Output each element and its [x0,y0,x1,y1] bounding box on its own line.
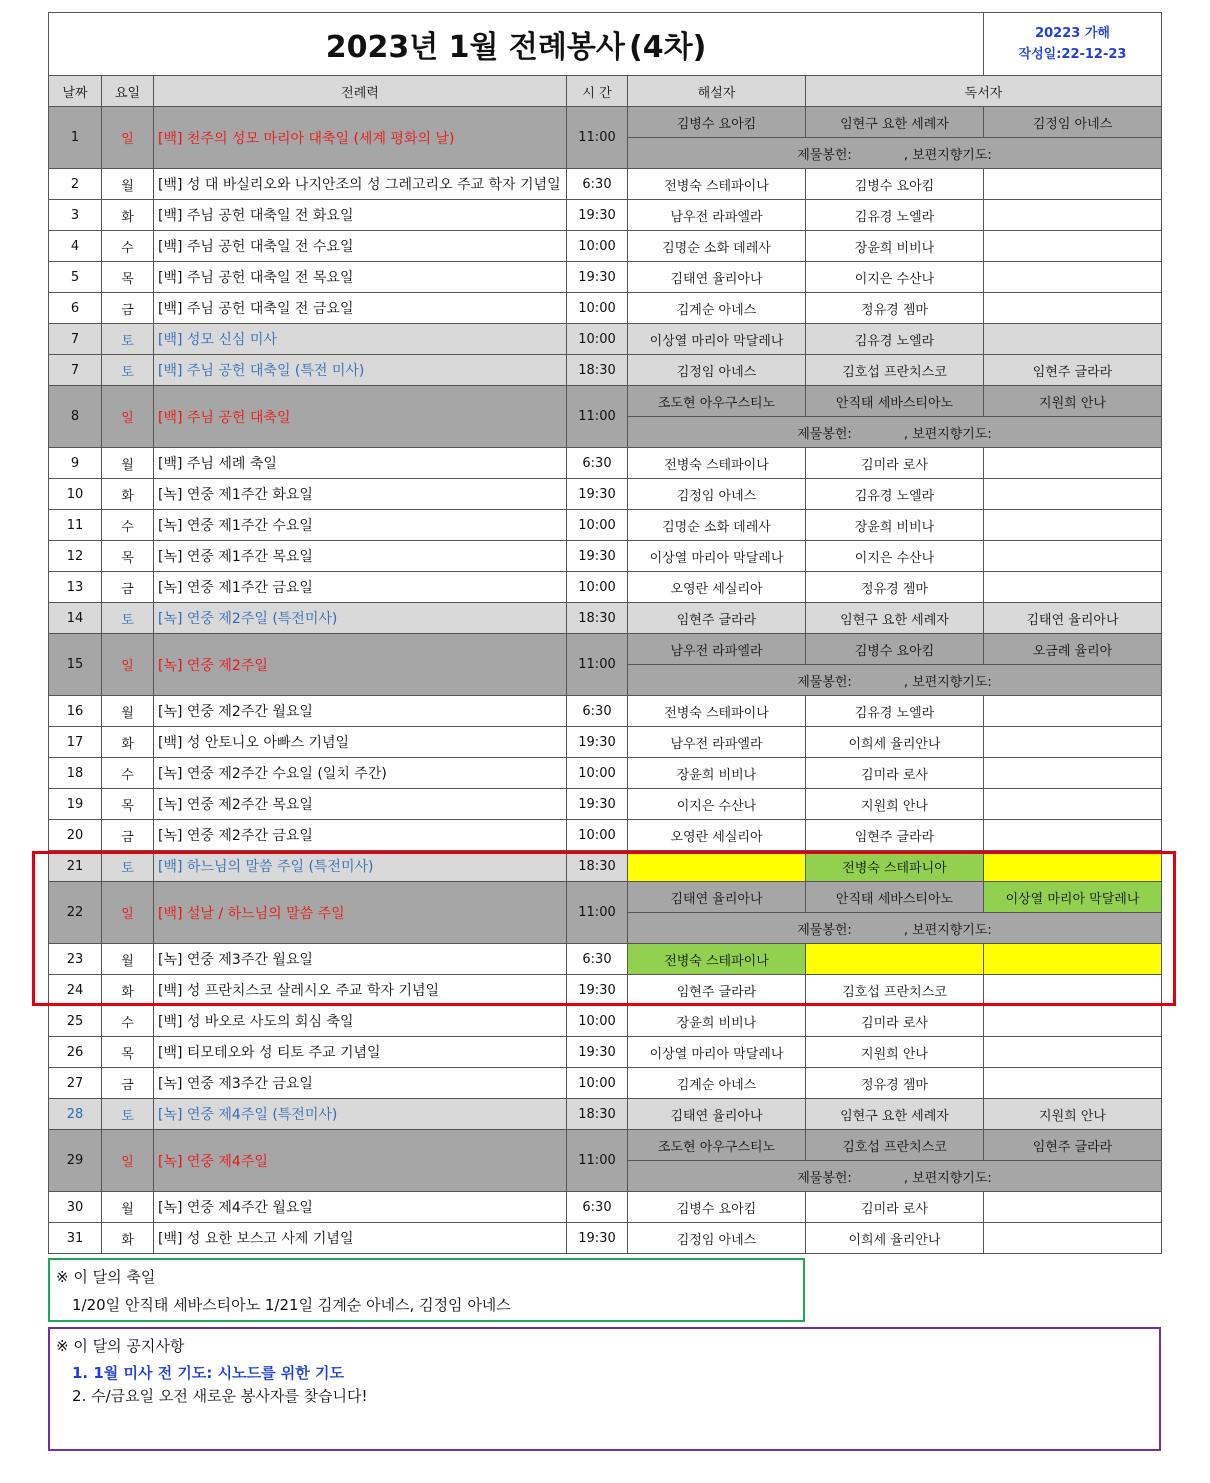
commentator-cell: 전병숙 스테파이나 [628,169,806,200]
liturgy-cell: [녹] 연중 제1주간 금요일 [154,572,567,603]
table-row [49,169,1162,200]
table-row [49,510,1162,541]
commentator-cell: 김태연 율리아나 [628,262,806,293]
feast-title: ※ 이 달의 축일 [56,1268,156,1286]
liturgy-cell: [녹] 연중 제1주간 화요일 [154,479,567,510]
table-row [49,1130,1162,1161]
weekday-cell: 화 [102,727,154,758]
commentator-cell: 남우전 라파엘라 [628,200,806,231]
commentator-cell: 전병숙 스테파이나 [628,696,806,727]
weekday-cell: 일 [102,386,154,448]
title-row [49,13,1162,76]
reader-cell [984,479,1162,510]
commentator-cell: 남우전 라파엘라 [628,634,806,665]
prayer-label: , 보편지향기도: [903,426,992,442]
date-cell: 4 [49,231,102,262]
offering-cell [628,665,1162,696]
liturgy-cell: [녹] 연중 제2주일 [154,634,567,696]
reader-cell [984,758,1162,789]
time-cell: 10:00 [567,510,628,541]
reader-cell [984,200,1162,231]
notice-line-1: 1. 1월 미사 전 기도: 시노드를 위한 기도 [72,1364,344,1382]
time-cell: 19:30 [567,479,628,510]
year-cycle: 20223 가해 [1035,26,1110,41]
reader-cell: 장윤희 비비나 [806,510,984,541]
time-cell: 6:30 [567,448,628,479]
reader-cell: 이희세 율리안나 [806,727,984,758]
time-cell: 10:00 [567,572,628,603]
time-cell: 10:00 [567,820,628,851]
time-cell: 18:30 [567,603,628,634]
date-cell: 15 [49,634,102,696]
reader-cell [984,541,1162,572]
commentator-cell: 김정임 아네스 [628,355,806,386]
created-date: 작성일:22-12-23 [1018,47,1127,62]
offering-label: 제물봉헌: [797,1170,852,1186]
liturgy-cell: [백] 주님 공헌 대축일 [154,386,567,448]
reader-cell: 임현구 요한 세례자 [806,603,984,634]
reader-cell [984,1068,1162,1099]
time-cell: 10:00 [567,1068,628,1099]
table-row [49,603,1162,634]
commentator-cell: 김명순 소화 데레사 [628,231,806,262]
commentator-cell: 김정임 아네스 [628,479,806,510]
reader-cell: 임현구 요한 세례자 [806,1099,984,1130]
commentator-cell: 이지은 수산나 [628,789,806,820]
col-time: 시 간 [567,76,628,107]
table-row [49,758,1162,789]
reader-cell: 이지은 수산나 [806,262,984,293]
date-cell: 6 [49,293,102,324]
date-cell: 13 [49,572,102,603]
commentator-cell: 장윤희 비비나 [628,758,806,789]
liturgy-cell: [백] 하느님의 말씀 주일 (특전미사) [154,851,567,882]
notice-line-2: 2. 수/금요일 오전 새로운 봉사자를 찾습니다! [72,1387,368,1405]
date-cell: 19 [49,789,102,820]
weekday-cell: 수 [102,758,154,789]
date-cell: 25 [49,1006,102,1037]
weekday-cell: 월 [102,169,154,200]
liturgy-cell: [녹] 연중 제4주일 [154,1130,567,1192]
liturgy-cell: [백] 성 요한 보스고 사제 기념일 [154,1223,567,1254]
table-row [49,448,1162,479]
reader-cell: 지원희 안나 [806,789,984,820]
commentator-cell: 김명순 소화 데레사 [628,510,806,541]
reader-cell: 정유경 젬마 [806,572,984,603]
commentator-cell: 김병수 요아킴 [628,1192,806,1223]
liturgy-cell: [녹] 연중 제2주간 수요일 (일치 주간) [154,758,567,789]
weekday-cell: 금 [102,572,154,603]
time-cell: 19:30 [567,262,628,293]
time-cell: 10:00 [567,324,628,355]
commentator-cell: 이상열 마리아 막달레나 [628,1037,806,1068]
offering-cell [628,417,1162,448]
date-cell: 18 [49,758,102,789]
commentator-cell: 이상열 마리아 막달레나 [628,541,806,572]
notice-title: ※ 이 달의 공지사항 [56,1337,185,1355]
reader-cell [984,820,1162,851]
reader-cell [984,169,1162,200]
offering-label: 제물봉헌: [797,147,852,163]
commentator-cell: 김계순 아네스 [628,293,806,324]
meta-cell [984,13,1162,76]
reader-cell: 김미라 로사 [806,758,984,789]
table-row [49,1223,1162,1254]
reader-cell [984,1223,1162,1254]
col-date: 날짜 [49,76,102,107]
time-cell: 10:00 [567,231,628,262]
commentator-cell: 전병숙 스테파이나 [628,448,806,479]
reader-cell: 정유경 젬마 [806,1068,984,1099]
reader-cell: 장윤희 비비나 [806,231,984,262]
prayer-label: , 보편지향기도: [903,147,992,163]
time-cell: 19:30 [567,541,628,572]
time-cell: 10:00 [567,758,628,789]
reader-cell [984,1006,1162,1037]
liturgy-cell: [녹] 연중 제4주일 (특전미사) [154,1099,567,1130]
title-suffix: (4차) [629,30,707,65]
weekday-cell: 월 [102,1192,154,1223]
time-cell: 11:00 [567,107,628,169]
reader-cell: 임현주 글라라 [806,820,984,851]
date-cell: 12 [49,541,102,572]
commentator-cell: 전병숙 스테파이나 [628,944,806,975]
offering-cell [628,138,1162,169]
offering-label: 제물봉헌: [797,674,852,690]
liturgy-cell: [녹] 연중 제4주간 월요일 [154,1192,567,1223]
reader-cell: 지원희 안나 [984,386,1162,417]
liturgy-cell: [백] 주님 공헌 대축일 전 화요일 [154,200,567,231]
reader-cell [984,727,1162,758]
reader-cell: 김유경 노엘라 [806,479,984,510]
date-cell: 11 [49,510,102,541]
weekday-cell: 월 [102,696,154,727]
date-cell: 24 [49,975,102,1006]
time-cell: 10:00 [567,1006,628,1037]
liturgy-cell: [녹] 연중 제2주간 금요일 [154,820,567,851]
table-row [49,727,1162,758]
commentator-cell: 남우전 라파엘라 [628,727,806,758]
feast-box [48,1258,805,1322]
offering-label: 제물봉헌: [797,426,852,442]
table-row [49,541,1162,572]
date-cell: 23 [49,944,102,975]
reader-cell: 안직태 세바스티아노 [806,386,984,417]
reader-cell: 김병수 요아킴 [806,169,984,200]
schedule-body [49,13,1162,1254]
time-cell: 11:00 [567,1130,628,1192]
table-row [49,1006,1162,1037]
weekday-cell: 금 [102,293,154,324]
feast-line: 1/20일 안직태 세바스티아노 1/21일 김계순 아네스, 김정임 아네스 [72,1296,511,1314]
date-cell: 7 [49,324,102,355]
liturgy-cell: [백] 설날 / 하느님의 말씀 주일 [154,882,567,944]
liturgy-cell: [백] 천주의 성모 마리아 대축일 (세계 평화의 날) [154,107,567,169]
weekday-cell: 일 [102,107,154,169]
liturgy-cell: [백] 주님 공헌 대축일 전 금요일 [154,293,567,324]
reader-cell [984,696,1162,727]
commentator-cell: 조도현 아우구스티노 [628,1130,806,1161]
time-cell: 11:00 [567,634,628,696]
reader-cell: 김유경 노엘라 [806,324,984,355]
liturgy-cell: [백] 성 바오로 사도의 회심 축일 [154,1006,567,1037]
commentator-cell: 김정임 아네스 [628,1223,806,1254]
date-cell: 1 [49,107,102,169]
col-liturgy: 전례력 [154,76,567,107]
table-row [49,1068,1162,1099]
liturgy-cell: [백] 주님 공헌 대축일 전 수요일 [154,231,567,262]
date-cell: 20 [49,820,102,851]
table-row [49,1192,1162,1223]
commentator-cell: 오영란 세실리아 [628,572,806,603]
weekday-cell: 화 [102,1223,154,1254]
reader-cell: 정유경 젬마 [806,293,984,324]
liturgy-cell: [백] 주님 공헌 대축일 (특전 미사) [154,355,567,386]
reader-cell: 임현구 요한 세례자 [806,107,984,138]
time-cell: 19:30 [567,975,628,1006]
liturgy-cell: [녹] 연중 제1주간 목요일 [154,541,567,572]
weekday-cell: 일 [102,882,154,944]
weekday-cell: 화 [102,479,154,510]
time-cell: 6:30 [567,944,628,975]
liturgy-cell: [녹] 연중 제3주간 월요일 [154,944,567,975]
weekday-cell: 목 [102,1037,154,1068]
highlight-frame [32,851,1176,1006]
reader-cell: 김호섭 프란치스코 [806,975,984,1006]
reader-cell: 임현주 글라라 [984,355,1162,386]
date-cell: 22 [49,882,102,944]
reader-cell: 안직태 세바스티아노 [806,882,984,913]
time-cell: 11:00 [567,882,628,944]
table-row [49,200,1162,231]
reader-cell [984,572,1162,603]
reader-cell: 지원희 안나 [984,1099,1162,1130]
time-cell: 19:30 [567,1037,628,1068]
notice-box [48,1327,1161,1451]
reader-cell [984,448,1162,479]
weekday-cell: 목 [102,789,154,820]
liturgy-cell: [백] 성 프란치스코 살레시오 주교 학자 기념일 [154,975,567,1006]
time-cell: 10:00 [567,293,628,324]
liturgy-cell: [백] 주님 세례 축일 [154,448,567,479]
col-day: 요일 [102,76,154,107]
table-row [49,634,1162,665]
weekday-cell: 토 [102,851,154,882]
reader-cell: 김호섭 프란치스코 [806,1130,984,1161]
reader-cell: 지원희 안나 [806,1037,984,1068]
reader-cell: 이상열 마리아 막달레나 [984,882,1162,913]
commentator-cell: 임현주 글라라 [628,603,806,634]
reader-cell [984,324,1162,355]
commentator-cell: 김태연 율리아나 [628,882,806,913]
reader-cell: 전병숙 스테파니아 [806,851,984,882]
reader-cell: 김정임 아네스 [984,107,1162,138]
time-cell: 19:30 [567,200,628,231]
time-cell: 6:30 [567,169,628,200]
weekday-cell: 일 [102,634,154,696]
reader-cell: 김병수 요아킴 [806,634,984,665]
commentator-cell: 이상열 마리아 막달레나 [628,324,806,355]
prayer-label: , 보편지향기도: [903,922,992,938]
reader-cell [984,293,1162,324]
commentator-cell: 김계순 아네스 [628,1068,806,1099]
reader-cell: 이희세 율리안나 [806,1223,984,1254]
time-cell: 6:30 [567,696,628,727]
reader-cell: 김미라 로사 [806,1192,984,1223]
page-title: 2023년 1월 전례봉사 [325,30,625,65]
date-cell: 31 [49,1223,102,1254]
date-cell: 5 [49,262,102,293]
commentator-cell: 김태연 율리아나 [628,1099,806,1130]
weekday-cell: 월 [102,448,154,479]
column-header-row [49,76,1162,107]
commentator-cell: 장윤희 비비나 [628,1006,806,1037]
weekday-cell: 수 [102,510,154,541]
liturgy-cell: [백] 주님 공헌 대축일 전 목요일 [154,262,567,293]
reader-cell [984,789,1162,820]
date-cell: 2 [49,169,102,200]
title-cell [49,13,984,76]
weekday-cell: 목 [102,541,154,572]
date-cell: 30 [49,1192,102,1223]
table-row [49,293,1162,324]
liturgy-cell: [백] 티모테오와 성 티토 주교 기념일 [154,1037,567,1068]
date-cell: 29 [49,1130,102,1192]
reader-cell [984,262,1162,293]
date-cell: 21 [49,851,102,882]
weekday-cell: 목 [102,262,154,293]
commentator-cell: 임현주 글라라 [628,975,806,1006]
liturgy-cell: [백] 성모 신심 미사 [154,324,567,355]
weekday-cell: 토 [102,1099,154,1130]
liturgy-cell: [녹] 연중 제2주간 월요일 [154,696,567,727]
commentator-cell: 오영란 세실리아 [628,820,806,851]
date-cell: 26 [49,1037,102,1068]
liturgy-cell: [백] 성 대 바실리오와 나지안조의 성 그레고리오 주교 학자 기념일 [154,169,567,200]
col-commentator: 해설자 [628,76,806,107]
time-cell: 11:00 [567,386,628,448]
date-cell: 14 [49,603,102,634]
weekday-cell: 토 [102,324,154,355]
date-cell: 7 [49,355,102,386]
offering-cell [628,1161,1162,1192]
commentator-cell: 김병수 요아킴 [628,107,806,138]
reader-cell: 김호섭 프란치스코 [806,355,984,386]
table-row [49,572,1162,603]
weekday-cell: 월 [102,944,154,975]
prayer-label: , 보편지향기도: [903,674,992,690]
offering-label: 제물봉헌: [797,922,852,938]
table-row [49,262,1162,293]
weekday-cell: 일 [102,1130,154,1192]
weekday-cell: 금 [102,1068,154,1099]
table-row [49,231,1162,262]
liturgy-cell: [녹] 연중 제1주간 수요일 [154,510,567,541]
weekday-cell: 수 [102,231,154,262]
time-cell: 19:30 [567,727,628,758]
reader-cell: 김유경 노엘라 [806,696,984,727]
table-row [49,1037,1162,1068]
table-row [49,696,1162,727]
date-cell: 8 [49,386,102,448]
table-row [49,820,1162,851]
weekday-cell: 화 [102,200,154,231]
date-cell: 17 [49,727,102,758]
time-cell: 6:30 [567,1192,628,1223]
time-cell: 18:30 [567,1099,628,1130]
table-row [49,479,1162,510]
date-cell: 3 [49,200,102,231]
time-cell: 18:30 [567,851,628,882]
liturgy-cell: [녹] 연중 제3주간 금요일 [154,1068,567,1099]
reader-cell: 김미라 로사 [806,448,984,479]
date-cell: 27 [49,1068,102,1099]
date-cell: 16 [49,696,102,727]
reader-cell: 오금례 율리아 [984,634,1162,665]
table-row [49,386,1162,417]
date-cell: 10 [49,479,102,510]
time-cell: 18:30 [567,355,628,386]
weekday-cell: 금 [102,820,154,851]
reader-cell [984,1192,1162,1223]
date-cell: 9 [49,448,102,479]
prayer-label: , 보편지향기도: [903,1170,992,1186]
schedule-table [48,12,1162,1254]
weekday-cell: 화 [102,975,154,1006]
table-row [49,789,1162,820]
weekday-cell: 토 [102,355,154,386]
reader-cell: 김미라 로사 [806,1006,984,1037]
liturgy-cell: [백] 성 안토니오 아빠스 기념일 [154,727,567,758]
table-row [49,1099,1162,1130]
reader-cell [984,1037,1162,1068]
liturgy-cell: [녹] 연중 제2주일 (특전미사) [154,603,567,634]
reader-cell [984,231,1162,262]
table-row [49,107,1162,138]
weekday-cell: 수 [102,1006,154,1037]
reader-cell [984,510,1162,541]
reader-cell: 이지은 수산나 [806,541,984,572]
col-reader: 독서자 [806,76,1162,107]
reader-cell: 김유경 노엘라 [806,200,984,231]
commentator-cell: 조도현 아우구스티노 [628,386,806,417]
table-row [49,355,1162,386]
time-cell: 19:30 [567,789,628,820]
reader-cell: 김태연 율리아나 [984,603,1162,634]
table-row [49,324,1162,355]
reader-cell: 임현주 글라라 [984,1130,1162,1161]
time-cell: 19:30 [567,1223,628,1254]
date-cell: 28 [49,1099,102,1130]
liturgy-cell: [녹] 연중 제2주간 목요일 [154,789,567,820]
weekday-cell: 토 [102,603,154,634]
